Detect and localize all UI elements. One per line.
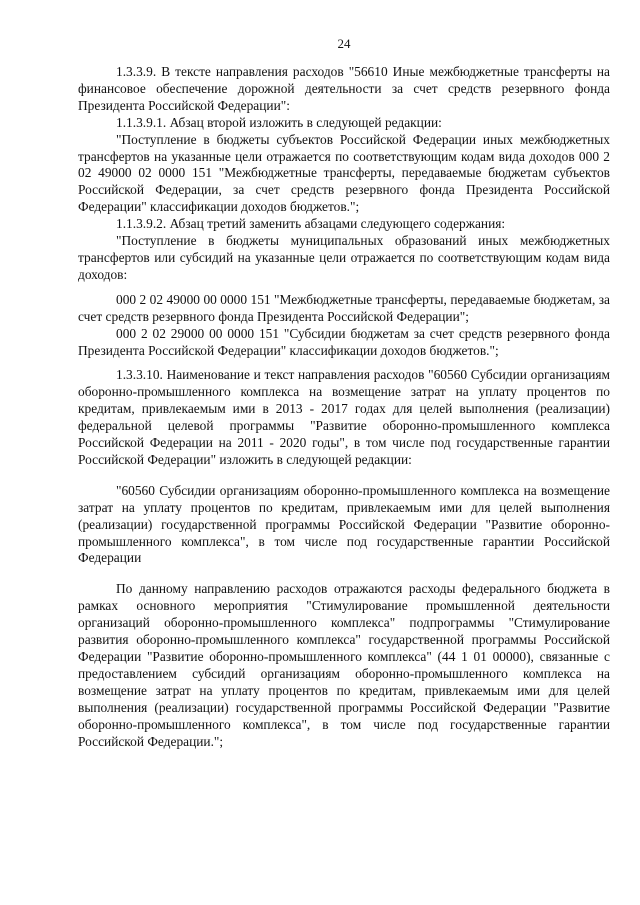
paragraph-quoted-revenue-municipal: "Поступление в бюджеты муниципальных образований иных межбюджетных трансфертов или субсидий на указанные цели отражается по соответствующим кодам вида доходов: <box>78 233 610 282</box>
document-body <box>78 64 610 750</box>
paragraph-1-1-3-9-2: 1.1.3.9.2. Абзац третий заменить абзацами следующего содержания: <box>116 216 506 232</box>
page-number: 24 <box>337 36 351 51</box>
paragraph-quoted-revenue-subjects: "Поступление в бюджеты субъектов Российской Федерации иных межбюджетных трансфертов на указанные цели отражается по соответствующим кодам вида доходов 000 2 02 49000 02 0000 151 "Межбюджетные трансферты, передаваемые бюджетам субъектов Российской Федерации, за счет средств резервного фонда Президента Российской Федерации" классификации доходов бюджетов."; <box>78 131 610 215</box>
paragraph-1-1-3-9-1: 1.1.3.9.1. Абзац второй изложить в следующей редакции: <box>116 114 442 130</box>
paragraph-quoted-60560: "60560 Субсидии организациям оборонно-промышленного комплекса на возмещение затрат на уплату процентов по кредитам, привлекаемым ими для целей выполнения (реализации) государственной программы Российской Федерации "Развитие оборонно-промышленного комплекса", в том числе под государственные гарантии Российской Федерации <box>78 482 610 566</box>
paragraph-code-49000: 000 2 02 49000 00 0000 151 "Межбюджетные трансферты, передаваемые бюджетам, за счет средств резервного фонда Президента Российской Федерации"; <box>78 291 610 324</box>
paragraph-1-3-3-9: 1.3.3.9. В тексте направления расходов "56610 Иные межбюджетные трансферты на финансовое обеспечение дорожной деятельности за счет средств резервного фонда Президента Российской Федерации": <box>78 64 610 113</box>
paragraph-1-3-3-10: 1.3.3.10. Наименование и текст направления расходов "60560 Субсидии организациям оборонно-промышленного комплекса на возмещение затрат на уплату процентов по кредитам, привлекаемым ими в 2013 - 2017 годах для целей выполнения (реализации) федеральной целевой программы "Развитие оборонно-промышленного комплекса Российской Федерации на 2011 - 2020 годы", в том числе под государственные гарантии Российской Федерации" изложить в следующей редакции: <box>78 367 610 467</box>
paragraph-code-29000: 000 2 02 29000 00 0000 151 "Субсидии бюджетам за счет средств резервного фонда Президента Российской Федерации" классификации доходов бюджетов."; <box>78 325 610 358</box>
paragraph-expense-description: По данному направлению расходов отражаются расходы федерального бюджета в рамках основного мероприятия "Стимулирование промышленной деятельности организаций оборонно-промышленного комплекса" подпрограммы "Стимулирование развития оборонно-промышленного комплекса" государственной программы Российской Федерации "Развитие оборонно-промышленного комплекса" (44 1 01 00000), связанные с предоставлением субсидий организациям оборонно-промышленного комплекса на возмещение затрат на уплату процентов по кредитам, привлекаемым ими для целей выполнения (реализации) государственной программы Российской Федерации "Развитие оборонно-промышленного комплекса", в том числе под государственные гарантии Российской Федерации."; <box>78 581 610 749</box>
